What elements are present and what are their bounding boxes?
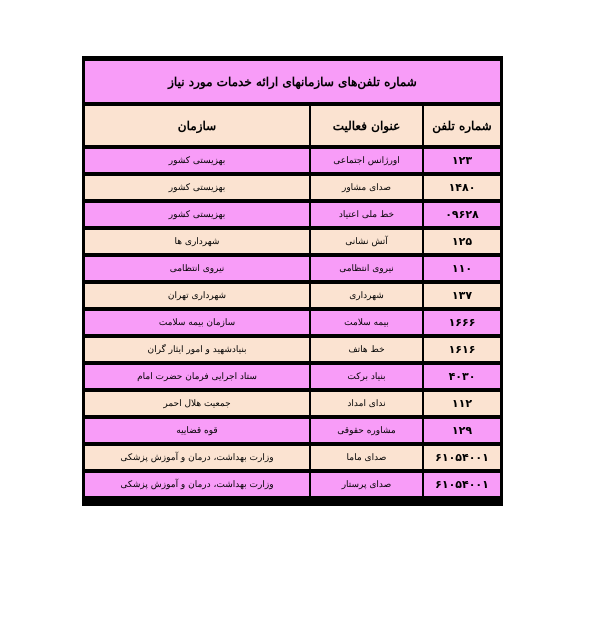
- activity-cell: مشاوره حقوقی: [310, 418, 423, 443]
- organization-cell: بهزیستی کشور: [84, 148, 310, 173]
- header-row: [84, 105, 501, 146]
- header-activity: عنوان فعالیت: [310, 105, 423, 146]
- phone-directory-table: [84, 58, 501, 499]
- table-row: [84, 175, 501, 200]
- header-phone-number: شماره تلفن: [423, 105, 501, 146]
- phone-number-cell: ۱۱۰: [423, 256, 501, 281]
- phone-number-cell: ۶۱۰۵۴۰۰۱: [423, 445, 501, 470]
- header-organization: سازمان: [84, 105, 310, 146]
- organization-cell: سازمان بیمه سلامت: [84, 310, 310, 335]
- organization-cell: شهرداری ها: [84, 229, 310, 254]
- phone-number-cell: ۶۱۰۵۴۰۰۱: [423, 472, 501, 497]
- organization-cell: وزارت بهداشت، درمان و آموزش پزشکی: [84, 445, 310, 470]
- table-body: [84, 148, 501, 497]
- table-row: [84, 445, 501, 470]
- phone-number-cell: ۱۲۵: [423, 229, 501, 254]
- organization-cell: شهرداری تهران: [84, 283, 310, 308]
- activity-cell: صدای ماما: [310, 445, 423, 470]
- phone-number-cell: ۱۲۹: [423, 418, 501, 443]
- table-row: [84, 283, 501, 308]
- organization-cell: نیروی انتظامی: [84, 256, 310, 281]
- title-row: [84, 60, 501, 103]
- activity-cell: آتش نشانی: [310, 229, 423, 254]
- table-row: [84, 202, 501, 227]
- table-row: [84, 472, 501, 497]
- organization-cell: وزارت بهداشت، درمان و آموزش پزشکی: [84, 472, 310, 497]
- table-row: [84, 364, 501, 389]
- activity-cell: صدای پرستار: [310, 472, 423, 497]
- activity-cell: ندای امداد: [310, 391, 423, 416]
- table-row: [84, 337, 501, 362]
- activity-cell: نیروی انتظامی: [310, 256, 423, 281]
- phone-number-cell: ۱۱۲: [423, 391, 501, 416]
- activity-cell: صدای مشاور: [310, 175, 423, 200]
- activity-cell: بنیاد برکت: [310, 364, 423, 389]
- table-row: [84, 256, 501, 281]
- organization-cell: قوه قضاییه: [84, 418, 310, 443]
- phone-directory-sheet: [82, 56, 503, 506]
- phone-number-cell: ۱۴۸۰: [423, 175, 501, 200]
- phone-number-cell: ۱۳۷: [423, 283, 501, 308]
- activity-cell: اورژانس اجتماعی: [310, 148, 423, 173]
- table-row: [84, 229, 501, 254]
- phone-number-cell: ۴۰۳۰: [423, 364, 501, 389]
- activity-cell: خط ملی اعتیاد: [310, 202, 423, 227]
- table-row: [84, 310, 501, 335]
- table-row: [84, 148, 501, 173]
- activity-cell: خط هاتف: [310, 337, 423, 362]
- organization-cell: ستاد اجرایی فرمان حضرت امام: [84, 364, 310, 389]
- organization-cell: جمعیت هلال احمر: [84, 391, 310, 416]
- activity-cell: شهرداری: [310, 283, 423, 308]
- table-title: شماره تلفن‌های سازمانهای ارائه خدمات مورد نیاز: [84, 60, 501, 103]
- phone-number-cell: ۰۹۶۲۸: [423, 202, 501, 227]
- phone-number-cell: ۱۲۳: [423, 148, 501, 173]
- organization-cell: بهزیستی کشور: [84, 202, 310, 227]
- phone-number-cell: ۱۶۱۶: [423, 337, 501, 362]
- table-row: [84, 418, 501, 443]
- activity-cell: بیمه سلامت: [310, 310, 423, 335]
- organization-cell: بهزیستی کشور: [84, 175, 310, 200]
- phone-number-cell: ۱۶۶۶: [423, 310, 501, 335]
- organization-cell: بنیادشهید و امور ایثار گران: [84, 337, 310, 362]
- table-row: [84, 391, 501, 416]
